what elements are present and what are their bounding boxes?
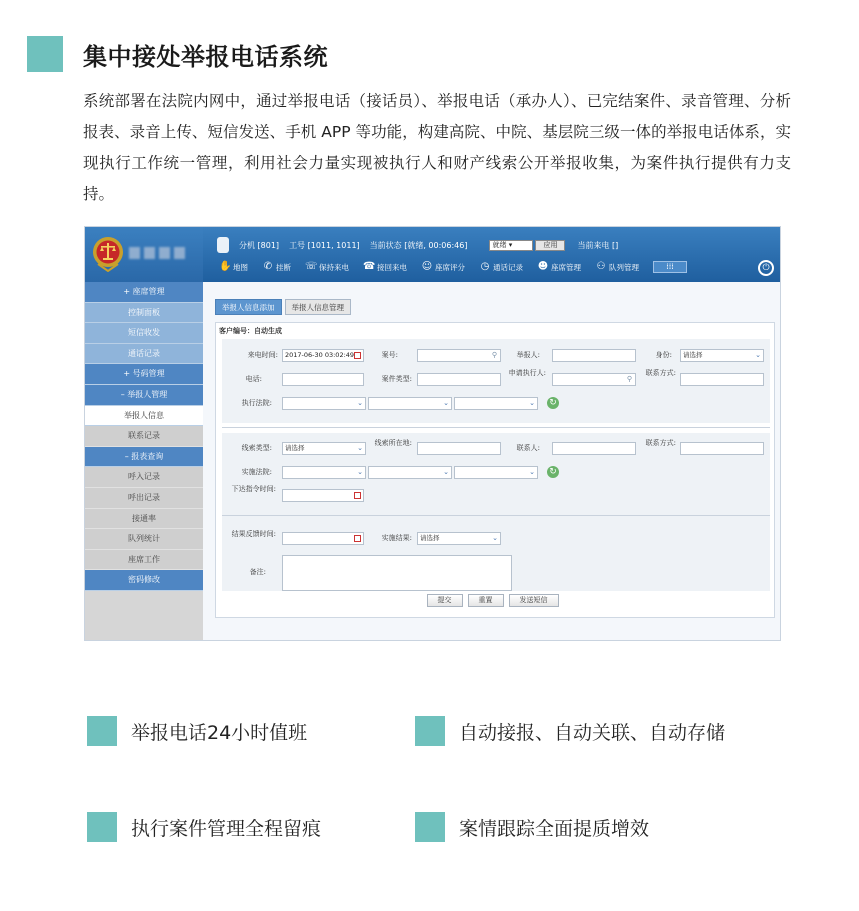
rating-icon: ☺ (421, 261, 433, 272)
chevron-down-icon: ⌄ (529, 468, 535, 476)
chevron-down-icon: ⌄ (443, 399, 449, 407)
clue-type-select[interactable]: 请选择 ⌄ (282, 442, 366, 455)
sidebar-item-agent-work[interactable]: 座席工作 (85, 550, 203, 571)
sidebar-item-call-records[interactable]: 通话记录 (85, 344, 203, 365)
court-select-2[interactable] (368, 397, 452, 410)
grid-icon: ⁞⁞⁞ (666, 262, 674, 271)
calendar-icon (354, 535, 361, 542)
toolbar (219, 261, 687, 273)
sidebar-item-contact-records[interactable]: 联系记录 (85, 426, 203, 447)
phone-label: 电话: (245, 375, 262, 383)
divider (222, 515, 770, 516)
clue-location-field[interactable] (417, 442, 501, 455)
toolbar-rating-button[interactable]: ☺ 座席评分 (421, 261, 465, 272)
impl-court-select-2[interactable] (368, 466, 452, 479)
sidebar-item-number-mgmt[interactable]: + 号码管理 (85, 364, 203, 385)
contact-person-field[interactable] (552, 442, 636, 455)
feedback-time-label: 结果反馈时间: (231, 530, 276, 538)
intro-paragraph: 系统部署在法院内网中，通过举报电话（接话员）、举报电话（承办人）、已完结案件、录音管理、分析报表、录音上传、短信发送、手机 APP 等功能，构建高院、中院、基层院三级一体的举报电话体系，实现执行工作统一管理，利用社会力量实现被执行人和财产线索公开举报收集，为案件执行提供有力支持。 (83, 92, 791, 203)
feature-text: 自动接报、自动关联、自动存储 (459, 721, 726, 744)
calendar-icon (354, 352, 361, 359)
reporter-label: 举报人: (516, 351, 540, 359)
contact-field-2[interactable] (680, 442, 764, 455)
feature-square (87, 812, 117, 842)
sidebar-item-agent-mgmt[interactable]: + 座席管理 (85, 282, 203, 303)
remark-label: 备注: (249, 568, 266, 576)
reporter-field[interactable] (552, 349, 636, 362)
feature-square (87, 716, 117, 746)
toolbar-queue-button[interactable]: ⚇ 队列管理 (596, 261, 639, 272)
court-name-blurred (129, 247, 191, 259)
feedback-time-field[interactable] (282, 532, 364, 545)
callback-icon: ☎ (363, 261, 376, 272)
toolbar-hangup-button[interactable]: ✆ 挂断 (263, 261, 291, 272)
feature-square (415, 716, 445, 746)
feature-text: 举报电话24小时值班 (131, 721, 308, 744)
clue-location-label: 线索所在地: (374, 439, 412, 447)
toolbar-map-button[interactable]: ✋ 地图 (219, 261, 248, 272)
sidebar-item-reporter-mgmt[interactable]: – 举报人管理 (85, 385, 203, 406)
order-time-field[interactable] (282, 489, 364, 502)
chevron-down-icon: ⌄ (755, 351, 761, 359)
add-impl-court-button[interactable]: ↻ (547, 466, 559, 478)
extension-text: 分机 [801] (239, 240, 280, 250)
queue-icon: ⚇ (596, 261, 606, 272)
app-screenshot (84, 226, 781, 641)
agent-icon: ☻ (537, 261, 549, 272)
sidebar-item-reporter-info[interactable]: 举报人信息 (85, 406, 203, 427)
state-select[interactable]: 就绪 ▾ (489, 240, 533, 251)
feature-item (415, 812, 649, 842)
sidebar (85, 282, 203, 641)
sidebar-item-sms[interactable]: 短信收发 (85, 323, 203, 344)
call-time-field[interactable]: 2017-06-30 03:02:49 (282, 349, 364, 362)
chevron-down-icon: ⌄ (492, 534, 498, 542)
sidebar-item-control-panel[interactable]: 控制面板 (85, 303, 203, 324)
power-icon[interactable]: ⏻ (758, 260, 774, 276)
sidebar-item-password[interactable]: 密码修改 (85, 570, 203, 591)
title-accent-square (27, 36, 63, 72)
hangup-icon: ✆ (263, 261, 273, 272)
send-sms-button[interactable]: 发送短信 (509, 594, 559, 607)
chevron-down-icon: ⌄ (357, 444, 363, 452)
feature-item (415, 716, 725, 746)
customer-number: 客户编号：自动生成 (219, 327, 282, 335)
tab-manage-reporter[interactable]: 举报人信息管理 (285, 299, 352, 315)
toolbar-agent-button[interactable]: ☻ 座席管理 (537, 261, 581, 272)
toolbar-hold-button[interactable]: ☏ 保持来电 (305, 261, 349, 272)
search-icon: ⚲ (491, 351, 497, 359)
sidebar-item-queue-stats[interactable]: 队列统计 (85, 529, 203, 550)
feature-item (87, 716, 307, 746)
court-logo-area (85, 227, 203, 282)
hold-icon: ☏ (305, 261, 318, 272)
court-select-3[interactable] (454, 397, 538, 410)
calendar-icon (354, 492, 361, 499)
phone-field[interactable] (282, 373, 364, 386)
sidebar-item-report-query[interactable]: – 报表查询 (85, 447, 203, 468)
order-time-label: 下达指令时间: (231, 485, 276, 493)
tab-bar (215, 299, 354, 315)
case-no-label: 案号: (381, 351, 398, 359)
main-content (203, 282, 781, 641)
page-title-row (27, 36, 328, 72)
submit-button[interactable]: 提交 (427, 594, 463, 607)
contact-field[interactable] (680, 373, 764, 386)
court-emblem-icon (92, 234, 124, 272)
clock-icon: ◷ (480, 261, 490, 272)
impl-result-label: 实施结果: (381, 534, 412, 542)
chevron-down-icon: ⌄ (357, 468, 363, 476)
identity-select[interactable]: 请选择 ⌄ (680, 349, 764, 362)
feature-square (415, 812, 445, 842)
contact-label: 联系方式: (645, 369, 676, 377)
remark-textarea[interactable] (282, 555, 512, 591)
case-type-field[interactable] (417, 373, 501, 386)
impl-result-select[interactable]: 请选择 ⌄ (417, 532, 501, 545)
page-title: 集中接处举报电话系统 (83, 42, 328, 71)
tab-add-reporter[interactable]: 举报人信息添加 (215, 299, 282, 315)
case-no-field[interactable] (417, 349, 501, 362)
apply-button[interactable]: 应用 (535, 240, 565, 251)
form-button-row (203, 594, 781, 607)
add-court-button[interactable]: ↻ (547, 397, 559, 409)
phone-icon (217, 237, 229, 253)
sidebar-item-inbound[interactable]: 呼入记录 (85, 467, 203, 488)
toolbar-call-log-button[interactable]: ◷ 通话记录 (480, 261, 523, 272)
grid-menu-button[interactable] (653, 261, 687, 273)
impl-court-label: 实施法院: (241, 468, 272, 476)
call-time-label: 来电时间: (247, 351, 278, 359)
impl-court-select-1[interactable] (282, 466, 366, 479)
court-select-1[interactable] (282, 397, 366, 410)
case-type-label: 案件类型: (381, 375, 412, 383)
court-label: 执行法院: (241, 399, 272, 407)
chevron-down-icon: ⌄ (443, 468, 449, 476)
search-icon: ⚲ (626, 375, 632, 383)
divider (222, 427, 770, 428)
applicant-label: 申请执行人: (508, 369, 546, 377)
hand-icon: ✋ (219, 261, 232, 272)
contact-person-label: 联系人: (516, 444, 540, 452)
feature-text: 案情跟踪全面提质增效 (459, 817, 650, 840)
applicant-field[interactable] (552, 373, 636, 386)
reset-button[interactable]: 重置 (468, 594, 504, 607)
sidebar-item-outbound[interactable]: 呼出记录 (85, 488, 203, 509)
feature-text: 执行案件管理全程留痕 (131, 817, 322, 840)
chevron-down-icon: ⌄ (357, 399, 363, 407)
sidebar-item-connect-rate[interactable]: 接通率 (85, 509, 203, 530)
clue-type-label: 线索类型: (241, 444, 272, 452)
identity-label: 身份: (655, 351, 672, 359)
app-header (85, 227, 781, 282)
toolbar-callback-button[interactable]: ☎ 接回来电 (363, 261, 407, 272)
reporter-form (215, 322, 775, 618)
impl-court-select-3[interactable] (454, 466, 538, 479)
contact-label-2: 联系方式: (645, 439, 676, 447)
feature-item (87, 812, 321, 842)
chevron-down-icon: ⌄ (529, 399, 535, 407)
incoming-call-text: 当前来电 [] (577, 240, 619, 250)
job-number-text: 工号 [1011, 1011] (289, 240, 360, 250)
status-bar (217, 237, 618, 253)
current-state-text: 当前状态 [就绪, 00:06:46] (369, 240, 468, 250)
